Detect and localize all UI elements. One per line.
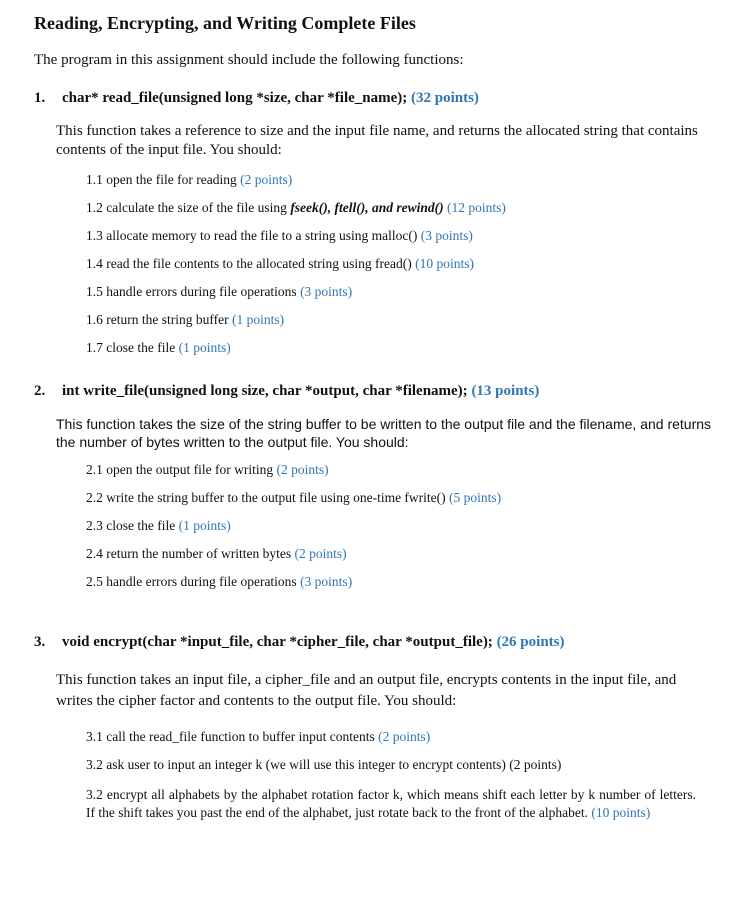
document-title: Reading, Encrypting, and Writing Complete Files	[34, 13, 416, 33]
task-points: (10 points)	[415, 256, 475, 271]
task-points: (3 points)	[300, 284, 353, 299]
task-item: 1.5 handle errors during file operations (3 points)	[86, 284, 353, 299]
section-2-task-list	[86, 460, 501, 600]
task-item: 2.1 open the output file for writing (2 points)	[86, 462, 329, 477]
task-points: (2 points)	[240, 172, 293, 187]
task-item: 2.3 close the file (1 points)	[86, 518, 231, 533]
task-item: 2.2 write the string buffer to the output file using one-time fwrite() (5 points)	[86, 490, 502, 505]
task-item: 1.1 open the file for reading (2 points)	[86, 172, 293, 187]
task-item: 1.2 calculate the size of the file using fseek(), ftell(), and rewind() (12 points)	[86, 200, 506, 215]
section-1-description: This function takes a reference to size and the input file name, and returns the allocated string that contains contents of the input file. You should:	[56, 123, 698, 158]
task-points: (2 points)	[378, 729, 431, 744]
task-points: (10 points)	[591, 805, 651, 820]
section-number: 3.	[34, 634, 46, 650]
task-points: (3 points)	[300, 574, 353, 589]
task-item: 2.5 handle errors during file operations (3 points)	[86, 574, 353, 589]
section-3-description: This function takes an input file, a cipher_file and an output file, encrypts contents in the input file, and writes the cipher factor and contents to the output file. You should:	[56, 672, 677, 709]
section-3-task-list	[86, 727, 561, 783]
task-item: 1.6 return the string buffer (1 points)	[86, 312, 285, 327]
section-2-description: This function takes the size of the string buffer to be written to the output file and the filename, and returns the number of bytes written to the output file. You should:	[56, 416, 712, 450]
task-item: 1.7 close the file (1 points)	[86, 340, 231, 355]
section-1-task-list	[86, 170, 506, 366]
intro-text: The program in this assignment should include the following functions:	[34, 52, 464, 68]
task-points: (1 points)	[178, 340, 231, 355]
task-item-multiline: 3.2 encrypt all alphabets by the alphabet rotation factor k, which means shift each letter by k number of letters. If the shift takes you past the end of the alphabet, just rotate back to the front of the alphabet. (10 points)	[86, 787, 696, 820]
task-points: (1 points)	[178, 518, 231, 533]
task-points: (3 points)	[420, 228, 473, 243]
section-3-heading	[34, 634, 565, 651]
task-item: 3.2 ask user to input an integer k (we will use this integer to encrypt contents) (2 points)	[86, 757, 562, 772]
task-points: (2 points)	[294, 546, 347, 561]
section-2-heading	[34, 383, 539, 400]
function-names: fseek(), ftell(), and rewind()	[290, 200, 444, 215]
task-item: 1.4 read the file contents to the allocated string using fread() (10 points)	[86, 256, 475, 271]
section-number: 1.	[34, 90, 46, 106]
task-points: (1 points)	[231, 312, 285, 327]
task-points: (12 points)	[447, 200, 506, 215]
section-points: (26 points)	[496, 634, 565, 650]
function-signature: void encrypt(char *input_file, char *cipher_file, char *output_file);	[62, 634, 493, 650]
section-points: (13 points)	[471, 383, 540, 399]
section-1-heading	[34, 90, 479, 107]
task-points: (5 points)	[449, 490, 502, 505]
task-item: 1.3 allocate memory to read the file to a string using malloc() (3 points)	[86, 228, 473, 243]
task-points: (2 points)	[276, 462, 329, 477]
task-item: 3.1 call the read_file function to buffer input contents (2 points)	[86, 729, 431, 744]
section-number: 2.	[34, 383, 46, 399]
section-points: (32 points)	[411, 90, 479, 106]
function-signature: char* read_file(unsigned long *size, char *file_name);	[62, 90, 408, 106]
task-item: 2.4 return the number of written bytes (2 points)	[86, 546, 347, 561]
function-signature: int write_file(unsigned long size, char *output, char *filename);	[62, 383, 468, 399]
